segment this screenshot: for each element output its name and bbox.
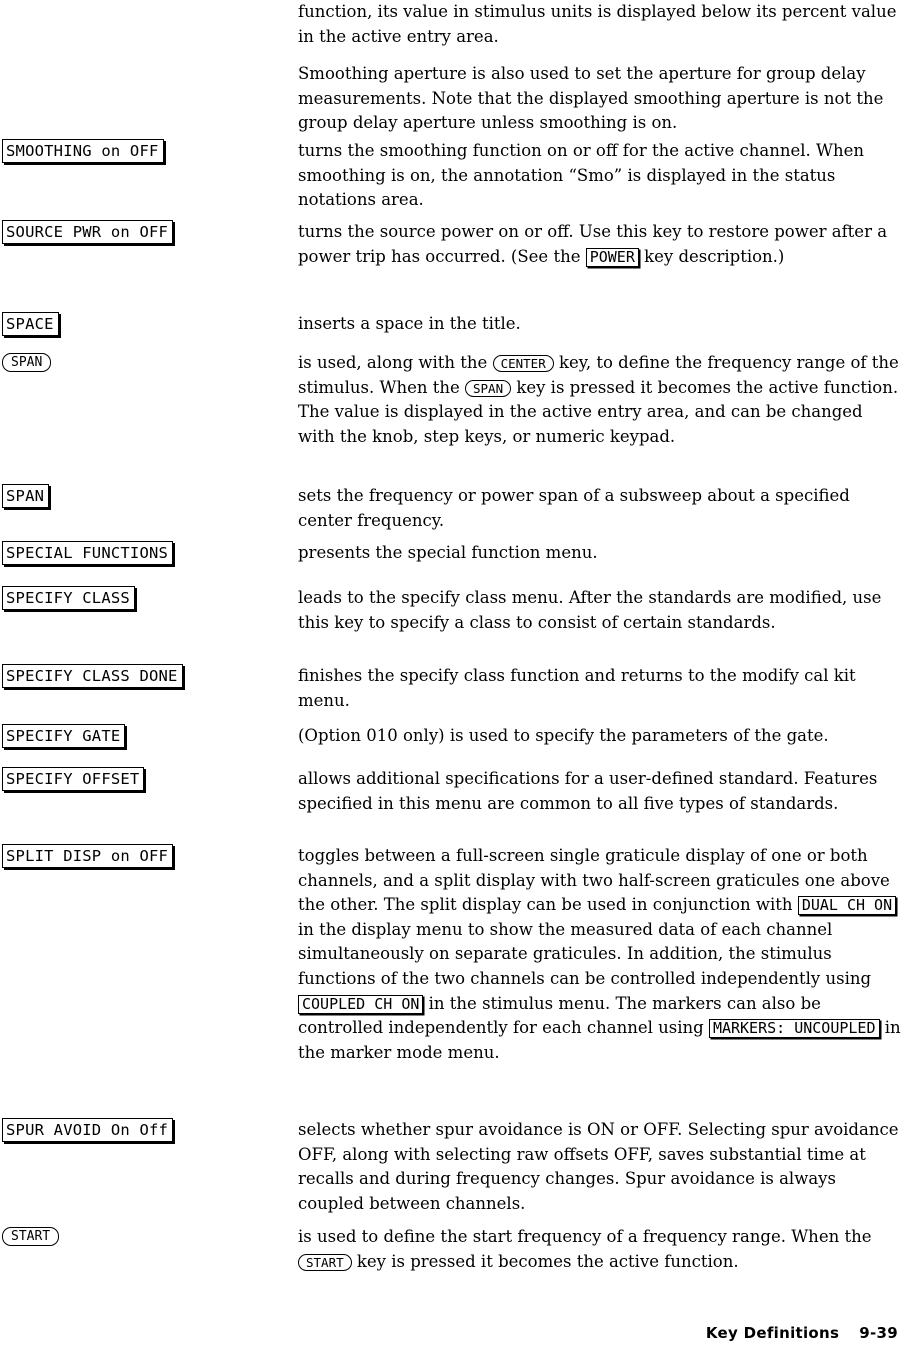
softkey-label: SPECIFY GATE xyxy=(2,724,125,748)
key-definition-entry xyxy=(0,351,908,449)
key-definition-entry xyxy=(0,724,908,749)
intro-paragraph-2: Smoothing aperture is also used to set the aperture for group delay measurements. Note that the displayed smoothing aperture is not the group delay aperture unless smoothing is on. xyxy=(298,64,884,133)
description-paragraph: turns the source power on or off. Use this key to restore power after a power trip has occurred. (See the POWER key description.) xyxy=(298,222,888,266)
softkey-label: POWER xyxy=(586,248,639,267)
key-label-cell xyxy=(0,844,298,868)
description-paragraph: selects whether spur avoidance is ON or OFF. Selecting spur avoidance OFF, along with selecting raw offsets OFF, saves substantial time at recalls and during frequency changes. Spur avoidance is always coupled between channels. xyxy=(298,1120,899,1213)
description-paragraph: (Option 010 only) is used to specify the parameters of the gate. xyxy=(298,726,829,745)
key-definition-entry xyxy=(0,220,908,269)
description-paragraph: is used, along with the CENTER key, to define the frequency range of the stimulus. When the SPAN key is pressed it becomes the active function. The value is displayed in the active entry area, and can be changed with the knob, step keys, or numeric keypad. xyxy=(298,353,899,446)
key-description-cell xyxy=(298,664,908,713)
description-paragraph: sets the frequency or power span of a subsweep about a specified center frequency. xyxy=(298,486,850,530)
intro-paragraph-1: function, its value in stimulus units is displayed below its percent value in the active entry area. xyxy=(298,2,897,46)
key-description-cell xyxy=(298,541,908,566)
intro-block xyxy=(298,0,904,136)
key-description-cell xyxy=(298,484,908,533)
key-description-cell xyxy=(298,724,908,749)
softkey-label: SPECIFY CLASS DONE xyxy=(2,664,183,688)
hardkey-label: SPAN xyxy=(465,380,511,397)
hardkey-label: START xyxy=(2,1227,59,1246)
key-label-cell xyxy=(0,664,298,688)
key-definition-entry xyxy=(0,1225,908,1274)
key-definition-entry xyxy=(0,484,908,533)
key-label-cell xyxy=(0,1118,298,1142)
softkey-label: SPAN xyxy=(2,484,49,508)
key-definition-entry xyxy=(0,139,908,213)
key-definition-entry xyxy=(0,541,908,566)
footer-chapter: Key Definitions xyxy=(705,1324,840,1342)
key-label-cell xyxy=(0,351,298,372)
key-description-cell xyxy=(298,312,908,337)
key-label-cell xyxy=(0,1225,298,1246)
description-paragraph: toggles between a full-screen single graticule display of one or both channels, and a split display with two half-screen graticules one above the other. The split display can be used in conjunction with DUAL CH ON in the display menu to show the measured data of each channel simultaneously on separate graticules. In addition, the stimulus functions of the two channels can be controlled independently using COUPLED CH ON in the stimulus menu. The markers can also be controlled independently for each channel using MARKERS: UNCOUPLED in the marker mode menu. xyxy=(298,846,901,1062)
key-description-cell xyxy=(298,1225,908,1274)
softkey-label: SPUR AVOID On Off xyxy=(2,1118,173,1142)
key-label-cell xyxy=(0,139,298,163)
key-definition-entry xyxy=(0,1118,908,1216)
hardkey-label: START xyxy=(298,1254,352,1271)
footer-page-number: 9-39 xyxy=(859,1324,898,1342)
key-label-cell xyxy=(0,767,298,791)
key-description-cell xyxy=(298,220,908,269)
description-paragraph: inserts a space in the title. xyxy=(298,314,521,333)
key-definition-entry xyxy=(0,312,908,337)
hardkey-label: SPAN xyxy=(2,353,51,372)
softkey-label: DUAL CH ON xyxy=(798,896,896,915)
key-label-cell xyxy=(0,484,298,508)
description-paragraph: allows additional specifications for a user-defined standard. Features specified in this menu are common to all five types of standards. xyxy=(298,769,878,813)
key-description-cell xyxy=(298,586,908,635)
key-definition-entry xyxy=(0,586,908,635)
key-description-cell xyxy=(298,844,908,1065)
key-label-cell xyxy=(0,220,298,244)
key-description-cell xyxy=(298,767,908,816)
key-label-cell xyxy=(0,586,298,610)
hardkey-label: CENTER xyxy=(493,355,554,372)
softkey-label: MARKERS: UNCOUPLED xyxy=(709,1019,880,1038)
key-label-cell xyxy=(0,724,298,748)
key-description-cell xyxy=(298,351,908,449)
key-definition-entry xyxy=(0,844,908,1065)
softkey-label: SPACE xyxy=(2,312,59,336)
key-label-cell xyxy=(0,541,298,565)
key-label-cell xyxy=(0,312,298,336)
description-paragraph: turns the smoothing function on or off for the active channel. When smoothing is on, the annotation “Smo” is displayed in the status notations area. xyxy=(298,141,865,210)
key-description-cell xyxy=(298,1118,908,1216)
softkey-label: SPECIFY CLASS xyxy=(2,586,135,610)
key-definition-entry xyxy=(0,767,908,816)
description-paragraph: presents the special function menu. xyxy=(298,543,598,562)
softkey-label: SPECIAL FUNCTIONS xyxy=(2,541,173,565)
softkey-label: COUPLED CH ON xyxy=(298,995,423,1014)
key-definition-entry xyxy=(0,664,908,713)
softkey-label: SMOOTHING on OFF xyxy=(2,139,164,163)
key-description-cell xyxy=(298,139,908,213)
description-paragraph: is used to define the start frequency of a frequency range. When the START key is pressed it becomes the active function. xyxy=(298,1227,872,1271)
softkey-label: SPLIT DISP on OFF xyxy=(2,844,173,868)
description-paragraph: finishes the specify class function and returns to the modify cal kit menu. xyxy=(298,666,856,710)
softkey-label: SOURCE PWR on OFF xyxy=(2,220,173,244)
description-paragraph: leads to the specify class menu. After the standards are modified, use this key to specify a class to consist of certain standards. xyxy=(298,588,882,632)
softkey-label: SPECIFY OFFSET xyxy=(2,767,144,791)
page-footer xyxy=(706,1324,898,1342)
